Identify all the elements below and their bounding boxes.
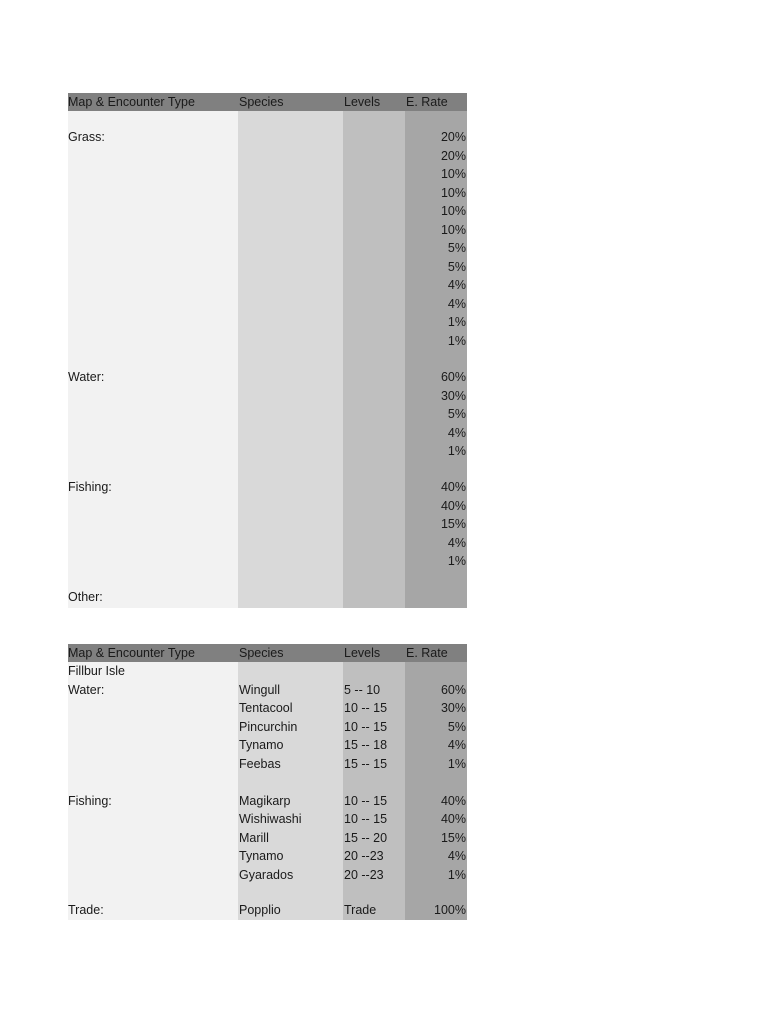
water-rate: 1%: [447, 756, 466, 771]
water-levels: 15 -- 15: [344, 756, 388, 771]
header-rate: E. Rate: [406, 95, 448, 109]
trade-species: Popplio: [239, 903, 281, 917]
water-label: Water:: [68, 370, 105, 384]
grass-rate: 10%: [440, 204, 466, 218]
water-rate: 5%: [447, 407, 466, 421]
trade-rate: 100%: [434, 903, 466, 917]
water-rate: 30%: [440, 388, 466, 403]
water-rate: 1%: [447, 444, 466, 458]
fishing-levels: 20 --23: [344, 867, 384, 882]
grass-label: Grass:: [68, 130, 105, 144]
header-map: Map & Encounter Type: [68, 95, 195, 109]
water-rate: 4%: [447, 738, 466, 752]
header-rate: E. Rate: [406, 646, 448, 660]
table-header: [68, 644, 467, 662]
encounter-table-fillbur-isle: [68, 644, 467, 920]
water-label: Water:: [68, 682, 105, 697]
water-species: Tentacool: [239, 701, 293, 715]
water-rate: 30%: [440, 701, 466, 715]
fishing-levels: 10 -- 15: [344, 812, 388, 826]
fishing-rate: 15%: [440, 517, 466, 531]
header-map: Map & Encounter Type: [68, 646, 195, 660]
fishing-rate: 1%: [447, 554, 466, 568]
header-levels: Levels: [344, 646, 381, 660]
header-species: Species: [239, 646, 284, 660]
fishing-rate: 1%: [447, 867, 466, 882]
water-species: Wingull: [239, 682, 280, 697]
fishing-species: Tynamo: [239, 849, 284, 863]
water-species: Feebas: [239, 756, 281, 771]
water-rate: 60%: [440, 370, 466, 384]
grass-rate: 10%: [440, 185, 466, 200]
column-levels: [343, 93, 405, 608]
grass-rate: 4%: [447, 296, 466, 311]
water-species: Tynamo: [239, 738, 284, 752]
fishing-rate: 40%: [440, 793, 466, 808]
water-levels: 15 -- 18: [344, 738, 388, 752]
fishing-rate: 4%: [447, 849, 466, 863]
fishing-levels: 10 -- 15: [344, 793, 388, 808]
header-levels: Levels: [344, 95, 381, 109]
column-map: [68, 93, 238, 608]
grass-rate: 10%: [440, 167, 466, 181]
water-rate: 5%: [447, 719, 466, 734]
fishing-rate: 40%: [440, 812, 466, 826]
table-header: [68, 93, 467, 111]
column-species: [238, 93, 343, 608]
other-label: Other:: [68, 590, 103, 604]
grass-rate: 1%: [447, 333, 466, 348]
fishing-species: Magikarp: [239, 793, 291, 808]
location-name: Fillbur Isle: [68, 664, 125, 678]
trade-levels: Trade: [344, 903, 377, 917]
fishing-levels: 15 -- 20: [344, 830, 388, 845]
grass-rate: 1%: [447, 315, 466, 329]
fishing-species: Marill: [239, 830, 269, 845]
fishing-rate: 40%: [440, 498, 466, 513]
grass-rate: 20%: [440, 148, 466, 163]
header-species: Species: [239, 95, 284, 109]
grass-rate: 4%: [447, 278, 466, 292]
grass-rate: 10%: [440, 222, 466, 237]
water-rate: 60%: [440, 682, 466, 697]
grass-rate: 20%: [440, 130, 466, 144]
grass-rate: 5%: [447, 241, 466, 255]
fishing-label: Fishing:: [68, 480, 112, 494]
fishing-label: Fishing:: [68, 793, 112, 808]
fishing-rate: 15%: [440, 830, 466, 845]
trade-label: Trade:: [68, 903, 104, 917]
water-levels: 10 -- 15: [344, 719, 388, 734]
fishing-species: Gyarados: [239, 867, 294, 882]
grass-rate: 5%: [447, 259, 466, 274]
water-rate: 4%: [447, 425, 466, 440]
water-levels: 5 -- 10: [344, 682, 381, 697]
fishing-levels: 20 --23: [344, 849, 384, 863]
water-species: Pincurchin: [239, 719, 298, 734]
fishing-species: Wishiwashi: [239, 812, 302, 826]
water-levels: 10 -- 15: [344, 701, 388, 715]
fishing-rate: 4%: [447, 535, 466, 550]
fishing-rate: 40%: [440, 480, 466, 494]
encounter-table-template: [68, 93, 467, 608]
